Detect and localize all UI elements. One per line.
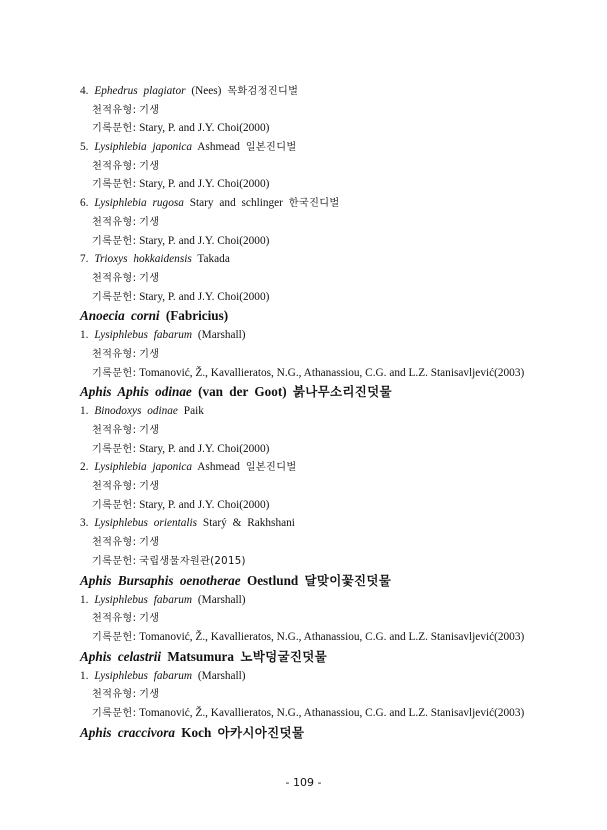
reference-label: 기록문헌: [92, 367, 137, 379]
host-type-line [80, 269, 560, 288]
host-type-line [80, 685, 560, 704]
author: Starý & Rakhshani [202, 517, 295, 530]
korean-name: 일본진디벌 [245, 462, 297, 474]
species-name: Lysiphlebus fabarum [94, 593, 193, 606]
host-type-value: 기생 [139, 272, 160, 284]
parasitoid-entry [80, 194, 560, 213]
host-type-value: 기생 [139, 160, 160, 172]
species-name: Aphis Aphis odinae [80, 384, 192, 400]
reference-value: Stary, P. and J.Y. Choi(2000) [139, 290, 270, 303]
host-type-value: 기생 [139, 216, 160, 228]
entry-number: 1. [80, 329, 89, 342]
reference-label: 기록문헌: [92, 631, 137, 643]
parasitoid-entry [80, 514, 560, 533]
reference-value: Stary, P. and J.Y. Choi(2000) [139, 498, 270, 511]
reference-value: Tomanović, Ž., Kavallieratos, N.G., Athanassiou, C.G. and L.Z. Stanisavljević(2003) [139, 706, 525, 719]
author: (van der Goot) [198, 384, 287, 400]
reference-value: Stary, P. and J.Y. Choi(2000) [139, 442, 270, 455]
entry-number: 2. [80, 461, 89, 474]
author: Oestlund [246, 572, 299, 588]
author: Stary and schlinger [189, 197, 283, 210]
document-body [80, 82, 560, 743]
reference-value: Stary, P. and J.Y. Choi(2000) [139, 234, 270, 247]
author: (Marshall) [197, 669, 246, 682]
species-name: Aphis craccivora [80, 724, 175, 740]
author: (Nees) [191, 85, 222, 97]
reference-line [80, 119, 560, 138]
reference-value: Tomanović, Ž., Kavallieratos, N.G., Athanassiou, C.G. and L.Z. Stanisavljević(2003) [139, 366, 525, 379]
page-number: - 109 - [285, 776, 322, 789]
host-type-value: 기생 [139, 348, 160, 360]
species-name: Aphis Bursaphis oenotherae [80, 572, 241, 588]
reference-label: 기록문헌: [92, 123, 137, 135]
reference-line [80, 440, 560, 459]
host-type-value: 기생 [139, 481, 160, 493]
reference-line [80, 496, 560, 515]
species-name: Lysiphlebus fabarum [94, 329, 193, 342]
host-type-line [80, 533, 560, 552]
host-type-label: 천적유형: [92, 348, 137, 360]
entry-number: 7. [80, 253, 89, 266]
host-type-label: 천적유형: [92, 104, 137, 116]
reference-line [80, 288, 560, 307]
reference-line [80, 704, 560, 723]
host-type-label: 천적유형: [92, 613, 137, 625]
host-type-label: 천적유형: [92, 216, 137, 228]
reference-line [80, 232, 560, 251]
host-type-label: 천적유형: [92, 425, 137, 436]
host-aphis-heading [80, 571, 560, 591]
author: Paik [183, 405, 204, 418]
entry-number: 4. [80, 85, 89, 97]
reference-line [80, 364, 560, 383]
author: Koch [181, 724, 212, 740]
parasitoid-entry [80, 402, 560, 421]
species-name: Binodoxys odinae [94, 405, 178, 418]
host-type-line [80, 345, 560, 364]
reference-value: Stary, P. and J.Y. Choi(2000) [139, 122, 270, 135]
author: (Fabricius) [165, 308, 229, 324]
host-aphis-heading [80, 382, 560, 402]
reference-label: 기록문헌: [92, 499, 137, 511]
host-type-line [80, 609, 560, 628]
host-type-line [80, 421, 560, 440]
species-name: Lysiphlebia japonica [94, 141, 193, 154]
korean-name: 달맞이꽃진덧물 [304, 572, 392, 588]
species-name: Anoecia corni [80, 308, 160, 324]
author: (Marshall) [197, 593, 246, 606]
host-type-value: 기생 [139, 104, 160, 116]
host-type-line [80, 157, 560, 176]
author: Matsumura [167, 648, 235, 664]
reference-label: 기록문헌: [92, 291, 137, 303]
korean-name: 아카시아진덧물 [217, 724, 305, 740]
host-aphis-heading [80, 306, 560, 326]
korean-name: 노박덩굴진덧물 [240, 648, 327, 664]
host-type-value: 기생 [139, 613, 160, 625]
author: (Marshall) [197, 329, 246, 342]
reference-label: 기록문헌: [92, 179, 137, 191]
korean-name: 목화검정진디벌 [227, 86, 299, 97]
reference-label: 기록문헌: [92, 443, 137, 455]
parasitoid-entry [80, 667, 560, 686]
host-aphis-heading [80, 723, 560, 743]
korean-name: 일본진디벌 [245, 142, 297, 154]
reference-value: 국립생물자원관(2015) [139, 555, 246, 567]
entry-number: 1. [80, 669, 89, 682]
species-name: Lysiphlebus fabarum [94, 669, 193, 682]
host-type-line [80, 477, 560, 496]
species-name: Lysiphlebus orientalis [94, 517, 198, 530]
host-type-label: 천적유형: [92, 689, 137, 701]
host-type-line [80, 213, 560, 232]
entry-number: 3. [80, 517, 89, 530]
reference-line [80, 628, 560, 647]
host-type-label: 천적유형: [92, 272, 137, 284]
parasitoid-entry [80, 458, 560, 477]
author: Ashmead [197, 461, 240, 474]
host-type-value: 기생 [139, 537, 160, 549]
parasitoid-entry [80, 591, 560, 610]
species-name: Lysiphlebia japonica [94, 461, 193, 474]
entry-number: 1. [80, 405, 89, 418]
korean-name: 붉나무소리진덧물 [292, 384, 392, 400]
entry-number: 5. [80, 141, 89, 154]
reference-label: 기록문헌: [92, 555, 137, 567]
host-type-label: 천적유형: [92, 537, 137, 549]
species-name: Ephedrus plagiator [94, 85, 186, 97]
parasitoid-entry [80, 250, 560, 269]
reference-value: Stary, P. and J.Y. Choi(2000) [139, 178, 270, 191]
species-name: Aphis celastrii [80, 648, 162, 664]
author: Ashmead [197, 141, 240, 154]
host-type-label: 천적유형: [92, 481, 137, 493]
host-aphis-heading [80, 647, 560, 667]
parasitoid-entry [80, 326, 560, 345]
reference-line [80, 552, 560, 571]
entry-number: 6. [80, 197, 89, 210]
reference-line [80, 175, 560, 194]
reference-label: 기록문헌: [92, 235, 137, 247]
reference-value: Tomanović, Ž., Kavallieratos, N.G., Athanassiou, C.G. and L.Z. Stanisavljević(2003) [139, 630, 525, 643]
species-name: Lysiphlebia rugosa [94, 197, 184, 210]
host-type-value: 기생 [139, 689, 160, 701]
host-type-value: 기생 [139, 425, 160, 436]
korean-name: 한국진디벌 [288, 198, 340, 210]
entry-number: 1. [80, 593, 89, 606]
host-type-label: 천적유형: [92, 160, 137, 172]
parasitoid-entry [80, 82, 560, 101]
reference-label: 기록문헌: [92, 707, 137, 719]
host-type-line [80, 101, 560, 120]
parasitoid-entry [80, 138, 560, 157]
author: Takada [197, 253, 230, 266]
species-name: Trioxys hokkaidensis [94, 253, 192, 266]
